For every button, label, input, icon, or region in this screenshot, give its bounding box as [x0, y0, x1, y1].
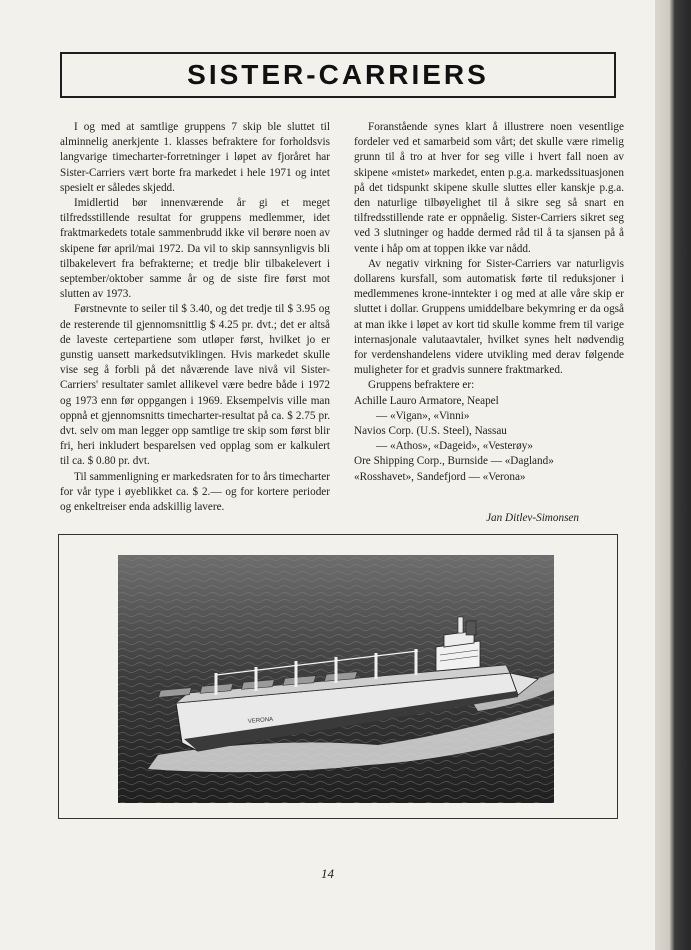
paragraph: Til sammenligning er markedsraten for to års timecharter for vår type i øyeblikket ca. $ 2.— og for kortere perioder og enkeltreiser enda adskillig lavere. — [60, 470, 330, 514]
page-number: 14 — [321, 866, 334, 881]
right-column — [354, 120, 624, 485]
left-column — [60, 120, 330, 515]
author-signature: Jan Ditlev-Simonsen — [486, 512, 579, 524]
paragraph: Av negativ virkning for Sister-Carriers var naturligvis dollarens kursfall, som automatisk førte til reduksjoner i medlemmenes krone-inntekter i og med at alle våre skip er sluttet i dollar. Gruppens umiddelbare bekymring er da også at man ikke i løpet av kort tid skulle komme frem til varige internasjonale valutaavtaler, hvilket synes helt nødvendig for verdenshandelens videre utvikling med derav følgende muligheter for et gradvis sunnere fraktmarked. — [354, 257, 624, 377]
paragraph: Ore Shipping Corp., Burnside — «Dagland» — [354, 455, 554, 468]
ship-illustration — [118, 555, 554, 803]
paragraph: — «Athos», «Dageid», «Vesterøy» — [376, 440, 533, 453]
paragraph: Navios Corp. (U.S. Steel), Nassau — [354, 425, 507, 438]
paragraph: «Rosshavet», Sandefjord — «Verona» — [354, 470, 526, 483]
article-title: SISTER-CARRIERS — [187, 59, 489, 90]
paragraph: Førstnevnte to seiler til $ 3.40, og det tredje til $ 3.95 og de resterende til gjennomsnittlig $ 4.25 pr. dvt.; det er altså de laveste certepartiene som utløper først, hvilket jo er gunstig uansett markedsutviklingen. Hvis markedet skulle vise seg å forbli på det nåværende lave nivå vil Sister-Carriers' resultater samlet allikevel være bedre både i 1972 og 1973 enn før oppgangen i 1969. Eksempelvis ville man oppnå et gjennomsnitts timecharter-resultat på ca. $ 2.75 pr. dvt. selv om man legger opp samtlige tre skip som først blir fri, heri inkludert besparelsen ved opplag som er kalkulert til ca. $ 0.80 pr. dvt. — [60, 303, 330, 468]
paragraph: Gruppens befraktere er: — [368, 379, 475, 392]
page-edge — [655, 0, 691, 950]
paragraph: I og med at samtlige gruppens 7 skip ble sluttet til alminnelig anerkjente 1. klasses befraktere for forholdsvis langvarige timecharter-forretninger i løpet av fjoråret har Sister-Carriers vært borte fra markedet i hele 1971 og intet spesielt er således skjedd. — [60, 121, 330, 194]
hull-name: VERONA — [247, 716, 274, 725]
paragraph: Achille Lauro Armatore, Neapel — [354, 394, 499, 407]
paragraph: Imidlertid bør innenværende år gi et meget tilfredsstillende resultat for gruppens medlemmer, idet fraktmarkedets totale sammenbrudd ikke vil berøre noen av skipene før april/mai 1972. Da vil to skip sannsynligvis bli tilbakelevert fra befrakterne; et tredje blir tilbakelevert i september/oktober samme år og de siste fire først mot slutten av 1973. — [60, 197, 330, 301]
paragraph: — «Vigan», «Vinni» — [376, 409, 470, 422]
ship-photo — [118, 555, 554, 803]
paragraph: Foranstående synes klart å illustrere noen vesentlige fordeler ved et samarbeid som vårt; det skulle være rimelig grunn til å tro at hver for seg ville i hvert fall noen av skipene «mistet» markedet, enten p.g.a. markedssituasjonen på det tidspunkt skipene skulle sluttes eller kanskje p.g.a. den naturlige tilbøyelighet til å sikre seg så snart en tilfredsstillende rate er oppnåelig. Sister-Carriers sikret seg ved 3 slutninger og hadde dermed råd til å ta sjansen på å vente i håp om at toppen ikke var nådd. — [354, 121, 624, 255]
title-box — [60, 52, 616, 98]
